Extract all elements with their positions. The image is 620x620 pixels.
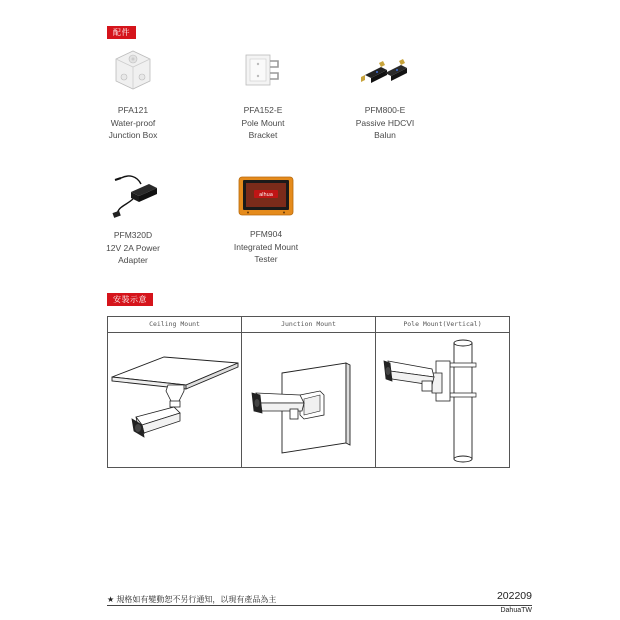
pole-mount-illustration bbox=[376, 333, 510, 469]
accessory-desc: Tester bbox=[254, 254, 278, 264]
installation-table bbox=[107, 316, 510, 468]
accessory-model: PFA152-E bbox=[243, 105, 283, 115]
mount-column-ceiling bbox=[108, 317, 242, 467]
accessory-desc: Integrated Mount bbox=[233, 241, 299, 252]
mount-column-junction bbox=[242, 317, 376, 467]
footer-disclaimer: ★ 規格如有變動恕不另行通知，以現有產品為主 bbox=[107, 595, 277, 604]
accessory-desc: Pole Mount bbox=[241, 117, 285, 128]
accessories-section-tag: 配件 bbox=[107, 26, 136, 39]
accessory-model: PFM320D bbox=[113, 230, 153, 240]
accessory-pfm800-e bbox=[325, 45, 445, 142]
accessory-desc: Bracket bbox=[248, 130, 278, 140]
installation-section-tag: 安裝示意 bbox=[107, 293, 153, 306]
pole-mount-bracket-icon bbox=[238, 47, 288, 93]
mount-label: Pole Mount(Vertical) bbox=[376, 317, 509, 333]
accessory-model: PFM800-E bbox=[364, 105, 406, 115]
footer-brand: DahuaTW bbox=[500, 607, 532, 614]
mount-label: Junction Mount bbox=[242, 317, 375, 333]
footer-divider bbox=[107, 605, 532, 606]
ceiling-mount-illustration bbox=[108, 333, 241, 469]
accessory-pfa152-e bbox=[203, 45, 323, 142]
accessory-model: PFM904 bbox=[249, 229, 283, 239]
footer-date: 202209 bbox=[496, 590, 532, 602]
accessory-desc: Adapter bbox=[118, 255, 148, 265]
accessory-model: PFA121 bbox=[117, 105, 149, 115]
balun-icon bbox=[355, 47, 415, 93]
accessory-desc: Passive HDCVI bbox=[355, 117, 415, 128]
power-adapter-icon bbox=[103, 170, 163, 222]
accessory-desc: 12V 2A Power bbox=[106, 242, 160, 253]
junction-mount-illustration bbox=[242, 333, 376, 469]
accessory-desc: Junction Box bbox=[108, 130, 158, 140]
accessory-desc: Water-proof bbox=[110, 117, 156, 128]
tester-screen-logo: alhua bbox=[259, 192, 273, 198]
accessory-pfm904 bbox=[206, 170, 326, 266]
mount-tester-icon bbox=[238, 176, 294, 216]
junction-box-icon bbox=[108, 47, 158, 93]
accessory-desc: Balun bbox=[374, 130, 396, 140]
accessory-pfa121 bbox=[73, 45, 193, 142]
mount-label: Ceiling Mount bbox=[108, 317, 241, 333]
mount-column-pole bbox=[376, 317, 509, 467]
accessory-pfm320d bbox=[73, 168, 193, 267]
